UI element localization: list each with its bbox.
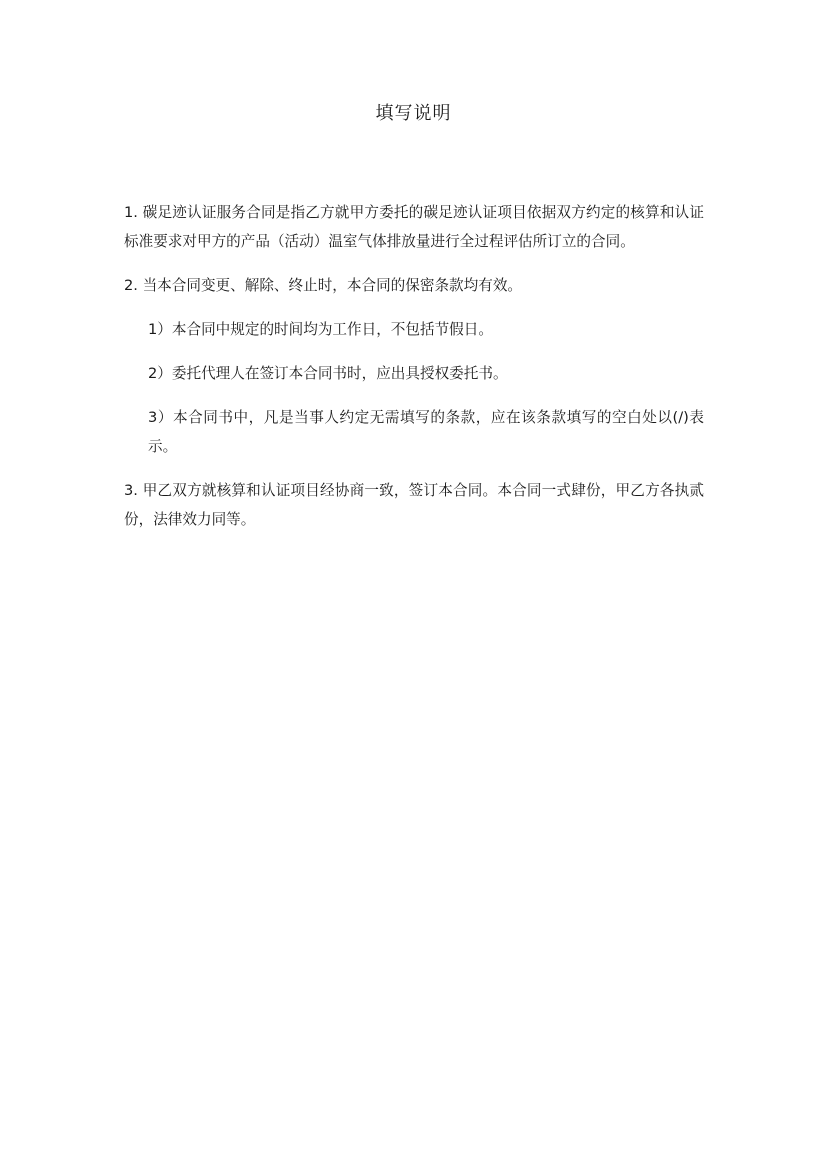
instruction-item-1: 1. 碳足迹认证服务合同是指乙方就甲方委托的碳足迹认证项目依据双方约定的核算和认证标准要求对甲方的产品（活动）温室气体排放量进行全过程评估所订立的合同。 — [124, 204, 704, 250]
document-title: 填写说明 — [375, 103, 452, 124]
instruction-subitem-3: 3）本合同书中，凡是当事人约定无需填写的条款，应在该条款填写的空白处以(/)表示。 — [148, 409, 704, 455]
instruction-item-3: 3. 甲乙双方就核算和认证项目经协商一致，签订本合同。本合同一式肆份，甲乙方各执贰份，法律效力同等。 — [124, 482, 704, 528]
instructions-body — [124, 198, 704, 549]
instruction-item-2: 2. 当本合同变更、解除、终止时，本合同的保密条款均有效。 — [124, 277, 523, 294]
instruction-subitem-2: 2）委托代理人在签订本合同书时，应出具授权委托书。 — [148, 365, 508, 382]
instruction-subitem-1: 1）本合同中规定的时间均为工作日，不包括节假日。 — [148, 321, 493, 338]
